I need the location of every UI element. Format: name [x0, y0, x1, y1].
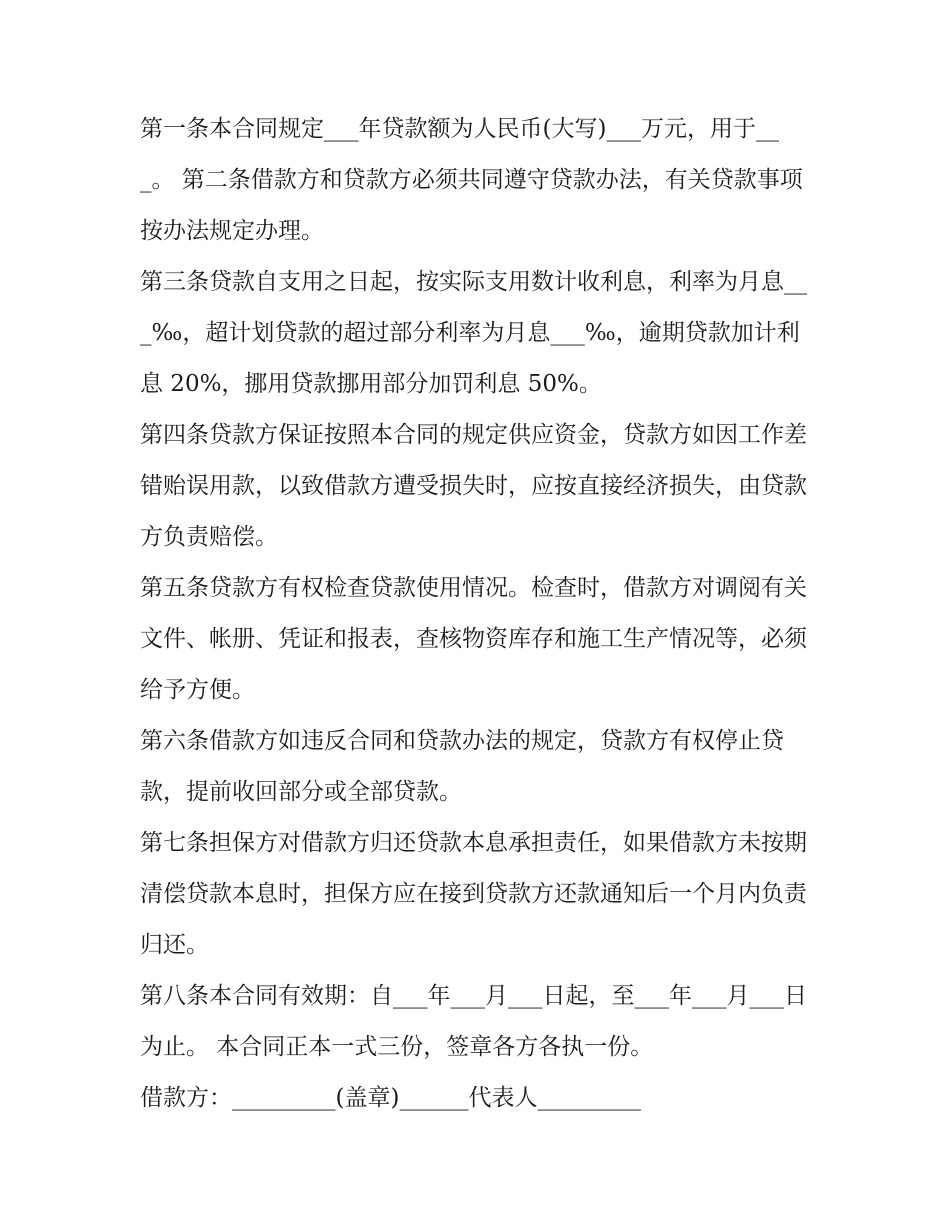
clause-5: 第五条贷款方有权检查贷款使用情况。检查时，借款方对调阅有关文件、帐册、凭证和报表，查核物资库存和施工生产情况等，必须给予方便。: [140, 575, 807, 703]
clause-4: 第四条贷款方保证按照本合同的规定供应资金，贷款方如因工作差错贻误用款，以致借款方遭受损失时，应按直接经济损失，由贷款方负责赔偿。: [140, 422, 807, 550]
clause-6: 第六条借款方如违反合同和贷款办法的规定，贷款方有权停止贷款，提前收回部分或全部贷款。: [140, 728, 784, 805]
clause-3: 第三条贷款自支用之日起，按实际支用数计收利息，利率为月息___‰，超计划贷款的超过部分利率为月息___‰，逾期贷款加计利息 20%，挪用贷款挪用部分加罚利息 50%。: [140, 269, 807, 397]
clause-7: 第七条担保方对借款方归还贷款本息承担责任，如果借款方未按期清偿贷款本息时，担保方应在接到贷款方还款通知后一个月内负责归还。: [140, 830, 807, 958]
clause-8: 第八条本合同有效期：自___年___月___日起，至___年___月___日为止。 本合同正本一式三份，签章各方各执一份。: [140, 983, 807, 1060]
contract-body: [140, 104, 812, 1124]
borrower-signature-line: 借款方：_________(盖章)______代表人_________: [140, 1085, 641, 1111]
clause-1-2: 第一条本合同规定___年贷款额为人民币(大写)___万元，用于___。 第二条借款方和贷款方必须共同遵守贷款办法，有关贷款事项按办法规定办理。: [140, 116, 803, 244]
